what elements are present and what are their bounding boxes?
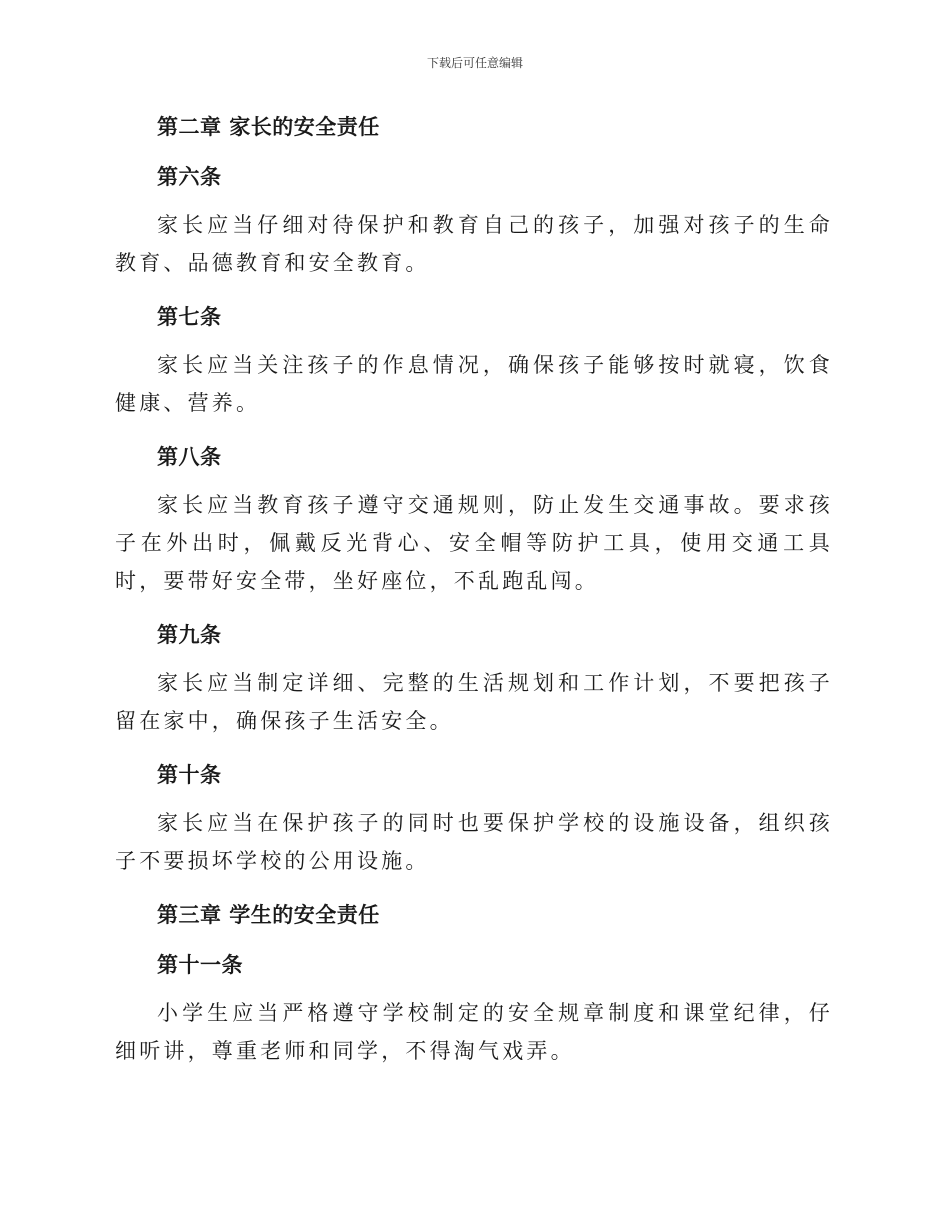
chapter-heading: 第三章 学生的安全责任 xyxy=(157,903,380,927)
article-paragraph: 家长应当制定详细、完整的生活规划和工作计划，不要把孩子留在家中，确保孩子生活安全。 xyxy=(115,671,833,733)
article-paragraph: 家长应当教育孩子遵守交通规则，防止发生交通事故。要求孩子在外出时，佩戴反光背心、安全帽等防护工具，使用交通工具时，要带好安全带，坐好座位，不乱跑乱闯。 xyxy=(115,493,833,593)
article-heading: 第七条 xyxy=(157,305,222,329)
article-heading: 第十条 xyxy=(157,763,222,787)
article-heading: 第九条 xyxy=(157,623,222,647)
article-paragraph: 家长应当关注孩子的作息情况，确保孩子能够按时就寝，饮食健康、营养。 xyxy=(115,353,833,415)
article-heading: 第十一条 xyxy=(157,953,243,977)
chapter-heading: 第二章 家长的安全责任 xyxy=(157,115,380,139)
article-heading: 第八条 xyxy=(157,445,222,469)
document-body xyxy=(115,112,833,1070)
header-note: 下载后可任意编辑 xyxy=(426,56,523,70)
article-paragraph: 家长应当仔细对待保护和教育自己的孩子，加强对孩子的生命教育、品德教育和安全教育。 xyxy=(115,213,833,275)
article-paragraph: 家长应当在保护孩子的同时也要保护学校的设施设备，组织孩子不要损坏学校的公用设施。 xyxy=(115,811,833,873)
article-heading: 第六条 xyxy=(157,165,222,189)
article-paragraph: 小学生应当严格遵守学校制定的安全规章制度和课堂纪律，仔细听讲，尊重老师和同学，不得淘气戏弄。 xyxy=(115,1001,833,1063)
